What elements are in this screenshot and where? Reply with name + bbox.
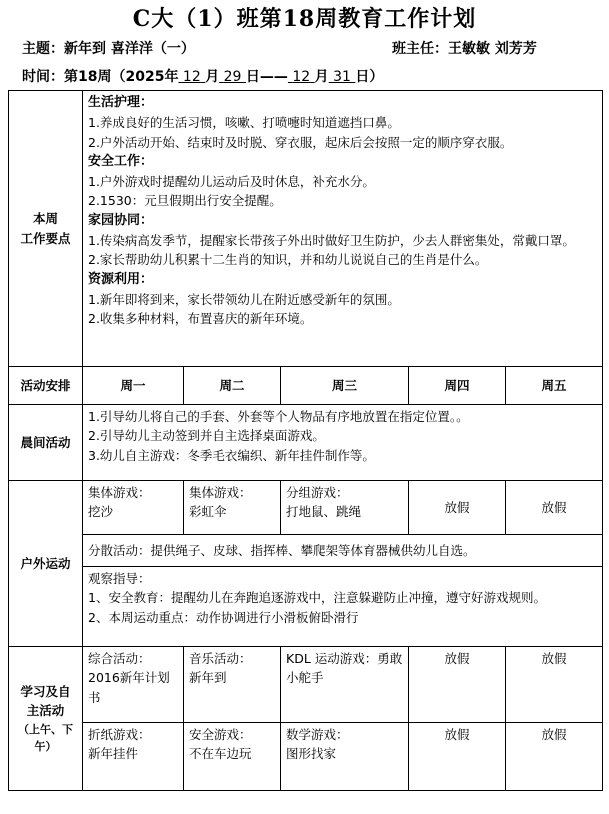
learning-tue-1: 音乐活动： 新年到 bbox=[184, 647, 281, 723]
time-label: 时间： bbox=[22, 69, 64, 85]
outdoor-label: 户外运动 bbox=[9, 481, 83, 647]
outdoor-fri: 放假 bbox=[506, 481, 603, 535]
learning-row-2 bbox=[9, 723, 603, 791]
outdoor-wed: 分组游戏： 打地鼠、跳绳 bbox=[281, 481, 409, 535]
start-day: 29 bbox=[223, 69, 242, 85]
outdoor-row bbox=[9, 481, 603, 535]
learning-thu-1: 放假 bbox=[409, 647, 506, 723]
morning-label: 晨间活动 bbox=[9, 405, 83, 481]
month-char: 月 bbox=[205, 69, 220, 85]
day-header: 周四 bbox=[409, 367, 506, 405]
morning-row bbox=[9, 405, 603, 481]
theme-value: 新年到 喜洋洋（一） bbox=[64, 41, 195, 57]
schedule-header-row bbox=[9, 367, 603, 405]
obs-title: 观察指导： bbox=[88, 571, 151, 586]
outdoor-thu: 放假 bbox=[409, 481, 506, 535]
learning-fri-1: 放假 bbox=[506, 647, 603, 723]
theme-line bbox=[22, 38, 195, 58]
life-item: 1.养成良好的生活习惯，咳嗽、打喷嚏时知道遮挡口鼻。 bbox=[88, 115, 400, 131]
learning-tue-2: 安全游戏： 不在车边玩 bbox=[184, 723, 281, 791]
life-title: 生活护理： bbox=[88, 95, 154, 110]
outdoor-obs-row bbox=[9, 567, 603, 647]
teacher-line bbox=[392, 38, 537, 58]
month-char-2: 月 bbox=[314, 69, 329, 85]
time-prefix: 第18周（2025年 bbox=[64, 69, 179, 85]
learning-mon-2: 折纸游戏： 新年挂件 bbox=[83, 723, 184, 791]
obs-item: 1、安全教育：提醒幼儿在奔跑追逐游戏中，注意躲避防止冲撞，遵守好游戏规则。 bbox=[88, 590, 546, 606]
safety-item: 1.户外游戏时提醒幼儿运动后及时休息，补充水分。 bbox=[88, 174, 375, 190]
learning-wed-1: KDL 运动游戏：勇敢小舵手 bbox=[281, 647, 409, 723]
resource-item: 2.收集多种材料，布置喜庆的新年环境。 bbox=[88, 311, 313, 327]
morning-item: 3.幼儿自主游戏：冬季毛衣编织、新年挂件制作等。 bbox=[88, 447, 375, 463]
start-month: 12 bbox=[182, 69, 201, 85]
learning-wed-2: 数学游戏： 图形找家 bbox=[281, 723, 409, 791]
learning-label: 学习及自 主活动 （上午、下 午） bbox=[9, 647, 83, 791]
day-char: 日—— bbox=[245, 69, 288, 85]
resource-title: 资源利用： bbox=[88, 271, 154, 287]
plan-table bbox=[8, 90, 603, 791]
weekly-row bbox=[9, 91, 603, 367]
life-item: 2.户外活动开始、结束时及时脱、穿衣服，起床后会按照一定的顺序穿衣服。 bbox=[88, 134, 513, 150]
morning-item: 2.引导幼儿主动签到并自主选择桌面游戏。 bbox=[88, 428, 325, 444]
obs-item: 2、本周运动重点：动作协调进行小滑板俯卧滑行 bbox=[88, 609, 359, 625]
safety-title: 安全工作： bbox=[88, 153, 154, 169]
resource-item: 1.新年即将到来，家长带领幼儿在附近感受新年的氛围。 bbox=[88, 291, 400, 307]
theme-label: 主题： bbox=[22, 41, 64, 57]
weekly-content bbox=[83, 91, 603, 367]
morning-content bbox=[83, 405, 603, 481]
outdoor-mon: 集体游戏： 挖沙 bbox=[83, 481, 184, 535]
teacher-names: 王敏敏 刘芳芳 bbox=[448, 41, 537, 57]
outdoor-free: 分散活动：提供绳子、皮球、指挥棒、攀爬架等体育器械供幼儿自选。 bbox=[83, 535, 603, 567]
teacher-label: 班主任： bbox=[392, 41, 448, 57]
day-char-2: 日） bbox=[355, 69, 384, 85]
learning-mon-1: 综合活动： 2016新年计划书 bbox=[83, 647, 184, 723]
end-day: 31 bbox=[333, 69, 351, 85]
morning-item: 1.引导幼儿将自己的手套、外套等个人物品有序地放置在指定位置。。 bbox=[88, 409, 469, 424]
day-header: 周二 bbox=[184, 367, 281, 405]
learning-fri-2: 放假 bbox=[506, 723, 603, 791]
learning-row-1 bbox=[9, 647, 603, 723]
outdoor-free-row bbox=[9, 535, 603, 567]
day-header: 周三 bbox=[281, 367, 409, 405]
home-title: 家园协同： bbox=[88, 212, 154, 228]
schedule-label: 活动安排 bbox=[9, 367, 83, 405]
time-line bbox=[22, 66, 383, 86]
safety-item: 2.1530：元旦假期出行安全提醒。 bbox=[88, 193, 282, 209]
home-item: 1.传染病高发季节，提醒家长带孩子外出时做好卫生防护，少去人群密集处，常戴口罩。 bbox=[88, 232, 575, 248]
day-header: 周五 bbox=[506, 367, 603, 405]
home-item: 2.家长帮助幼儿积累十二生肖的知识，并和幼儿说说自己的生肖是什么。 bbox=[88, 252, 488, 268]
outdoor-tue: 集体游戏： 彩虹伞 bbox=[184, 481, 281, 535]
weekly-label: 本周 工作要点 bbox=[9, 91, 83, 367]
learning-thu-2: 放假 bbox=[409, 723, 506, 791]
outdoor-observation bbox=[83, 567, 603, 647]
end-month: 12 bbox=[292, 69, 311, 85]
day-header: 周一 bbox=[83, 367, 184, 405]
page-title: C大（1）班第18周教育工作计划 bbox=[132, 6, 477, 32]
